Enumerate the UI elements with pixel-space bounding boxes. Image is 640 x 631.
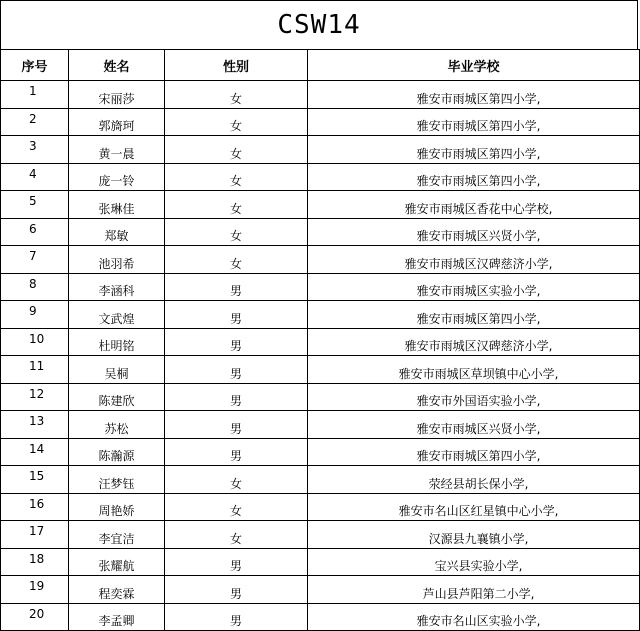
table-row [1, 81, 640, 109]
cell-no: 10 [1, 328, 69, 356]
cell-no: 19 [1, 576, 69, 604]
cell-gender: 女 [165, 108, 308, 136]
table-row [1, 603, 640, 631]
cell-name: 黄一晨 [69, 136, 165, 164]
cell-no: 14 [1, 438, 69, 466]
table-row [1, 493, 640, 521]
cell-name: 陈建欣 [69, 383, 165, 411]
table-row [1, 383, 640, 411]
cell-gender: 男 [165, 383, 308, 411]
cell-no: 17 [1, 521, 69, 549]
cell-name: 汪梦钰 [69, 466, 165, 494]
cell-no: 5 [1, 191, 69, 219]
cell-gender: 男 [165, 411, 308, 439]
cell-school: 雅安市名山区红星镇中心小学, [308, 493, 640, 521]
cell-name: 苏松 [69, 411, 165, 439]
table-body [1, 81, 640, 631]
table-row [1, 191, 640, 219]
cell-gender: 男 [165, 603, 308, 631]
cell-gender: 女 [165, 191, 308, 219]
cell-school: 雅安市雨城区第四小学, [308, 163, 640, 191]
cell-school: 雅安市雨城区实验小学, [308, 273, 640, 301]
cell-school: 宝兴县实验小学, [308, 548, 640, 576]
header-school: 毕业学校 [308, 50, 640, 81]
cell-gender: 男 [165, 548, 308, 576]
cell-name: 宋丽莎 [69, 81, 165, 109]
cell-no: 8 [1, 273, 69, 301]
cell-name: 庞一铃 [69, 163, 165, 191]
cell-name: 池羽希 [69, 246, 165, 274]
cell-gender: 女 [165, 136, 308, 164]
cell-no: 16 [1, 493, 69, 521]
cell-no: 3 [1, 136, 69, 164]
cell-school: 雅安市雨城区第四小学, [308, 108, 640, 136]
table-row [1, 411, 640, 439]
cell-school: 雅安市雨城区香花中心学校, [308, 191, 640, 219]
cell-name: 程奕霖 [69, 576, 165, 604]
cell-no: 15 [1, 466, 69, 494]
table-row [1, 136, 640, 164]
cell-no: 1 [1, 81, 69, 109]
cell-gender: 女 [165, 521, 308, 549]
cell-gender: 男 [165, 273, 308, 301]
cell-no: 11 [1, 356, 69, 384]
cell-name: 杜明铭 [69, 328, 165, 356]
table-row [1, 521, 640, 549]
cell-school: 雅安市雨城区汉碑慈济小学, [308, 328, 640, 356]
table-row [1, 218, 640, 246]
cell-name: 郭旖珂 [69, 108, 165, 136]
table-row [1, 438, 640, 466]
table-row [1, 108, 640, 136]
cell-name: 文武煌 [69, 301, 165, 329]
cell-gender: 女 [165, 218, 308, 246]
cell-name: 张耀航 [69, 548, 165, 576]
cell-no: 6 [1, 218, 69, 246]
cell-name: 郑敏 [69, 218, 165, 246]
table-row [1, 576, 640, 604]
header-name: 姓名 [69, 50, 165, 81]
cell-gender: 男 [165, 356, 308, 384]
cell-school: 雅安市雨城区第四小学, [308, 81, 640, 109]
cell-name: 周艳娇 [69, 493, 165, 521]
table-row [1, 163, 640, 191]
cell-gender: 男 [165, 301, 308, 329]
cell-school: 雅安市雨城区兴贤小学, [308, 218, 640, 246]
cell-school: 荥经县胡长保小学, [308, 466, 640, 494]
cell-name: 李孟卿 [69, 603, 165, 631]
cell-no: 9 [1, 301, 69, 329]
table-row [1, 273, 640, 301]
table-row [1, 246, 640, 274]
table-row [1, 356, 640, 384]
table-row [1, 466, 640, 494]
cell-gender: 女 [165, 246, 308, 274]
cell-no: 7 [1, 246, 69, 274]
cell-name: 陈瀚源 [69, 438, 165, 466]
cell-school: 雅安市雨城区汉碑慈济小学, [308, 246, 640, 274]
cell-gender: 男 [165, 328, 308, 356]
cell-gender: 女 [165, 493, 308, 521]
cell-no: 13 [1, 411, 69, 439]
cell-school: 芦山县芦阳第二小学, [308, 576, 640, 604]
table-row [1, 548, 640, 576]
cell-gender: 男 [165, 576, 308, 604]
cell-name: 李涵科 [69, 273, 165, 301]
cell-name: 李宜洁 [69, 521, 165, 549]
cell-school: 雅安市雨城区第四小学, [308, 301, 640, 329]
cell-school: 雅安市雨城区兴贤小学, [308, 411, 640, 439]
header-gender: 性别 [165, 50, 308, 81]
header-row [1, 50, 640, 81]
cell-no: 18 [1, 548, 69, 576]
cell-gender: 女 [165, 466, 308, 494]
table-row [1, 301, 640, 329]
cell-school: 雅安市外国语实验小学, [308, 383, 640, 411]
cell-school: 雅安市雨城区第四小学, [308, 136, 640, 164]
sheet-title: CSW14 [277, 10, 361, 40]
cell-school: 雅安市雨城区草坝镇中心小学, [308, 356, 640, 384]
cell-gender: 女 [165, 163, 308, 191]
cell-no: 12 [1, 383, 69, 411]
cell-name: 张琳佳 [69, 191, 165, 219]
student-table [0, 49, 640, 631]
cell-school: 汉源县九襄镇小学, [308, 521, 640, 549]
cell-no: 4 [1, 163, 69, 191]
cell-school: 雅安市名山区实验小学, [308, 603, 640, 631]
header-no: 序号 [1, 50, 69, 81]
cell-gender: 女 [165, 81, 308, 109]
cell-no: 20 [1, 603, 69, 631]
cell-name: 吴桐 [69, 356, 165, 384]
sheet-title-cell [0, 0, 638, 49]
cell-gender: 男 [165, 438, 308, 466]
cell-school: 雅安市雨城区第四小学, [308, 438, 640, 466]
cell-no: 2 [1, 108, 69, 136]
table-row [1, 328, 640, 356]
